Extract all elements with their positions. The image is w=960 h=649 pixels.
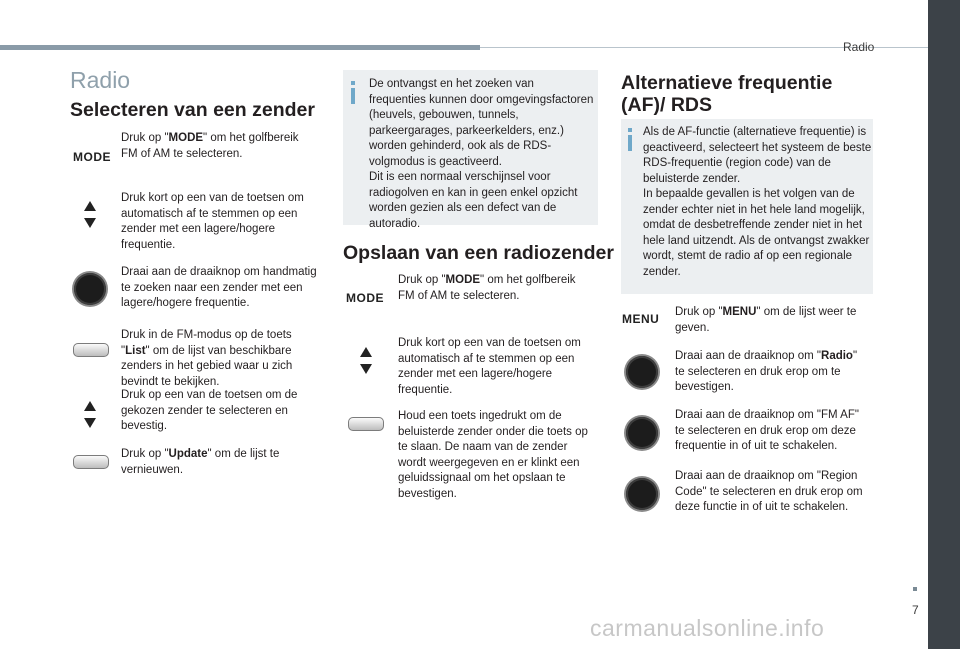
instruction-seek-2: Druk kort op een van de toetsen om automatisch af te stemmen op een zender met een lagere/hogere frequentie. [398,337,581,396]
header-section-title: Radio [843,40,875,54]
instruction-manual-tune: Draai aan de draaiknop om handmatig te zoeken naar een zender met een lagere/hogere frequentie. [121,266,317,309]
mode-button-icon: MODE [73,150,111,164]
mode-button-icon: MODE [346,291,384,305]
section-heading-af-rds: Alternatieve frequentie (AF)/ RDS [621,72,833,116]
instruction-fm-af: Draai aan de draaiknop om "FM AF" te selecteren en druk erop om deze frequentie in of uit te schakelen. [675,409,859,452]
instruction-update: Druk op "Update" om de lijst te vernieuwen. [121,448,280,476]
menu-button-icon: MENU [622,312,660,326]
info-icon-dot [628,128,632,132]
info-icon-dot [351,81,355,85]
info-icon [351,88,355,104]
right-sidebar [928,0,960,649]
instruction-menu: Druk op "MENU" om de lijst weer te geven. [675,306,857,334]
up-down-arrows-icon [82,399,98,429]
rotary-knob-icon [626,356,658,388]
info-text-af: Als de AF-functie (alternatieve frequentie) is geactiveerd, selecteert het systeem de beste RDS-frequentie (region code) van de beluisterde zender. In bepaalde gevallen is het volgen van de zender echter niet in het hele land mogelijk, omdat de desbetreffende zender niet in het hele land uitzendt. Als de ontvangst zwakker wordt, stemt de radio af op een regionale zender. [643,126,872,278]
info-text-reception: De ontvangst en het zoeken van frequenties kunnen door omgevingsfactoren (heuvels, gebouwen, tunnels, parkeergarages, parkeerkelders, enz.) worden gehinderd, ook als de RDS-volgmodus is geactiveerd. Dit is een normaal verschijnsel voor radiogolven en kan in geen enkel opzicht worden gezien als een defect van de autoradio. [369,78,594,230]
instruction-select: Druk op een van de toetsen om de gekozen zender te selecteren en bevestig. [121,389,298,432]
section-heading-store-station: Opslaan van een radiozender [343,242,614,264]
footer-dot [913,587,917,591]
page-number: 7 [912,603,919,617]
rotary-knob-icon [626,478,658,510]
page-title: Radio [70,67,131,93]
info-icon [628,135,632,151]
instruction-mode-2: Druk op "MODE" om het golfbereik FM of AM te selecteren. [398,274,576,302]
up-down-arrows-icon [82,199,98,229]
up-down-arrows-icon [358,345,374,375]
rotary-knob-icon [74,273,106,305]
instruction-radio: Draai aan de draaiknop om "Radio" te selecteren en druk erop om te bevestigen. [675,350,858,393]
rotary-knob-icon [626,417,658,449]
section-heading-select-station: Selecteren van een zender [70,99,315,121]
soft-button-icon [73,455,109,469]
instruction-region-code: Draai aan de draaiknop om "Region Code" te selecteren en druk erop om deze functie in of uit te schakelen. [675,470,863,513]
soft-button-icon [348,417,384,431]
instruction-mode: Druk op "MODE" om het golfbereik FM of AM te selecteren. [121,132,299,160]
instruction-seek: Druk kort op een van de toetsen om automatisch af te stemmen op een zender met een lagere/hogere frequentie. [121,192,304,251]
header-rule-thick [0,45,480,50]
instruction-store: Houd een toets ingedrukt om de beluisterde zender onder die toets op te slaan. De naam van de zender wordt weergegeven en er klinkt een geluidssignaal om het opslaan te bevestigen. [398,410,588,500]
instruction-list: Druk in de FM-modus op de toets "List" om de lijst van beschikbare zenders in het gebied waar u zich bevindt te bekijken. [121,329,293,388]
watermark-text: carmanualsonline.info [590,615,825,641]
soft-button-icon [73,343,109,357]
